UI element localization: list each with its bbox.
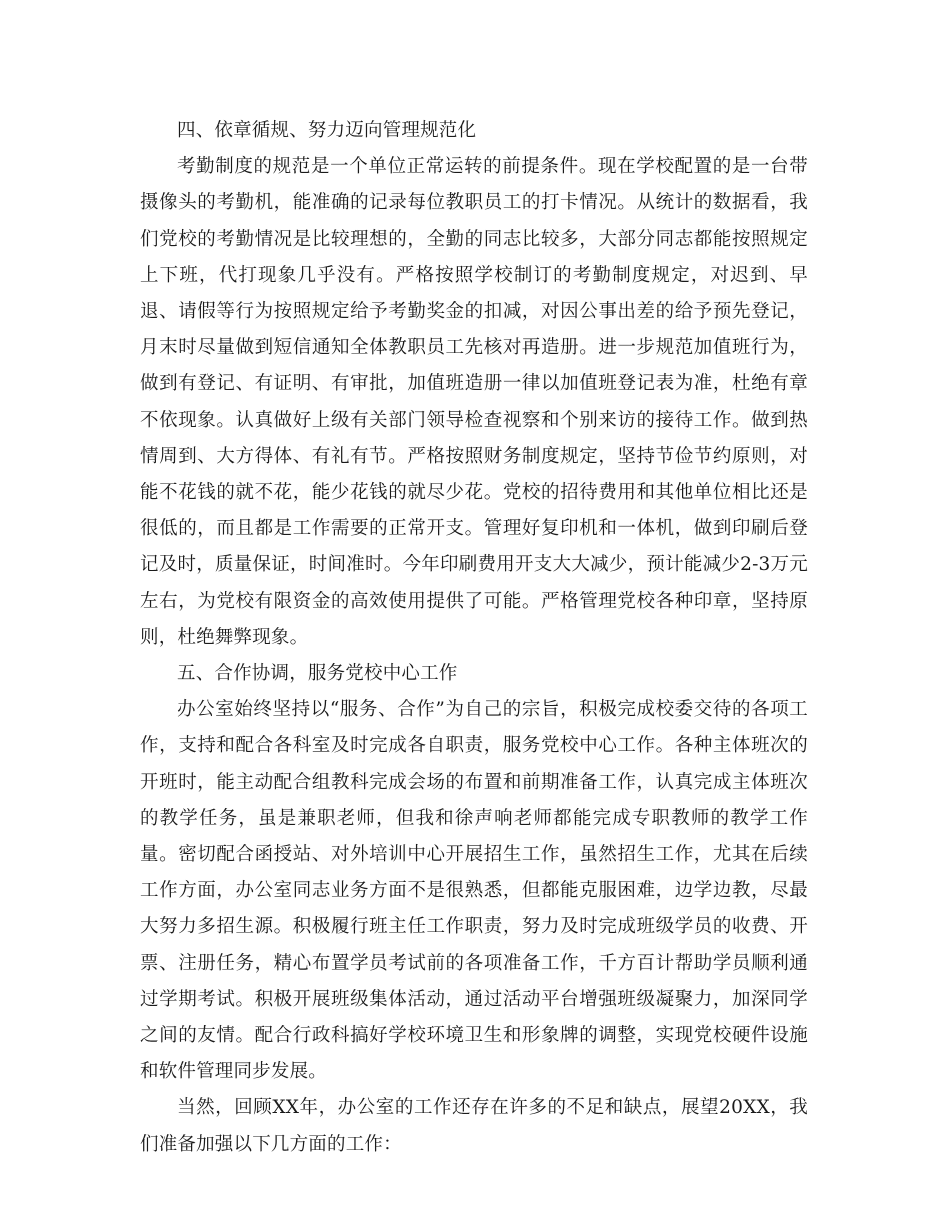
document-body <box>140 113 808 1163</box>
paragraph-cooperation-service: 办公室始终坚持以“服务、合作”为自己的宗旨，积极完成校委交待的各项工作，支持和配合各科室及时完成各自职责，服务党校中心工作。各种主体班次的开班时，能主动配合组教科完成会场的布置和前期准备工作，认真完成主体班次的教学任务，虽是兼职老师，但我和徐声响老师都能完成专职教师的教学工作量。密切配合函授站、对外培训中心开展招生工作，虽然招生工作，尤其在后续工作方面，办公室同志业务方面不是很熟悉，但都能克服困难，边学边教，尽最大努力多招生源。积极履行班主任工作职责，努力及时完成班级学员的收费、开票、注册任务，精心布置学员考试前的各项准备工作，千方百计帮助学员顺利通过学期考试。积极开展班级集体活动，通过活动平台增强班级凝聚力，加深同学之间的友情。配合行政科搞好学校环境卫生和形象牌的调整，实现党校硬件设施和软件管理同步发展。 <box>140 699 808 1083</box>
paragraph-attendance-management: 考勤制度的规范是一个单位正常运转的前提条件。现在学校配置的是一台带摄像头的考勤机，能准确的记录每位教职员工的打卡情况。从统计的数据看，我们党校的考勤情况是比较理想的，全勤的同志比较多，大部分同志都能按照规定上下班，代打现象几乎没有。严格按照学校制订的考勤制度规定，对迟到、早退、请假等行为按照规定给予考勤奖金的扣减，对因公事出差的给予预先登记，月末时尽量做到短信通知全体教职员工先核对再造册。进一步规范加值班行为，做到有登记、有证明、有审批，加值班造册一律以加值班登记表为准，杜绝有章不依现象。认真做好上级有关部门领导检查视察和个别来访的接待工作。做到热情周到、大方得体、有礼有节。严格按照财务制度规定，坚持节俭节约原则，对能不花钱的就不花，能少花钱的就尽少花。党校的招待费用和其他单位相比还是很低的，而且都是工作需要的正常开支。管理好复印机和一体机，做到印刷后登记及时，质量保证，时间准时。今年印刷费用开支大大减少，预计能减少2-3万元左右，为党校有限资金的高效使用提供了可能。严格管理党校各种印章，坚持原则，杜绝舞弊现象。 <box>140 156 808 648</box>
section-heading-5: 五、合作协调，服务党校中心工作 <box>177 663 458 685</box>
section-heading-4: 四、依章循规、努力迈向管理规范化 <box>177 120 477 141</box>
paragraph-outlook: 当然，回顾XX年，办公室的工作还存在许多的不足和缺点，展望20XX，我们准备加强以下几方面的工作： <box>140 1097 808 1155</box>
